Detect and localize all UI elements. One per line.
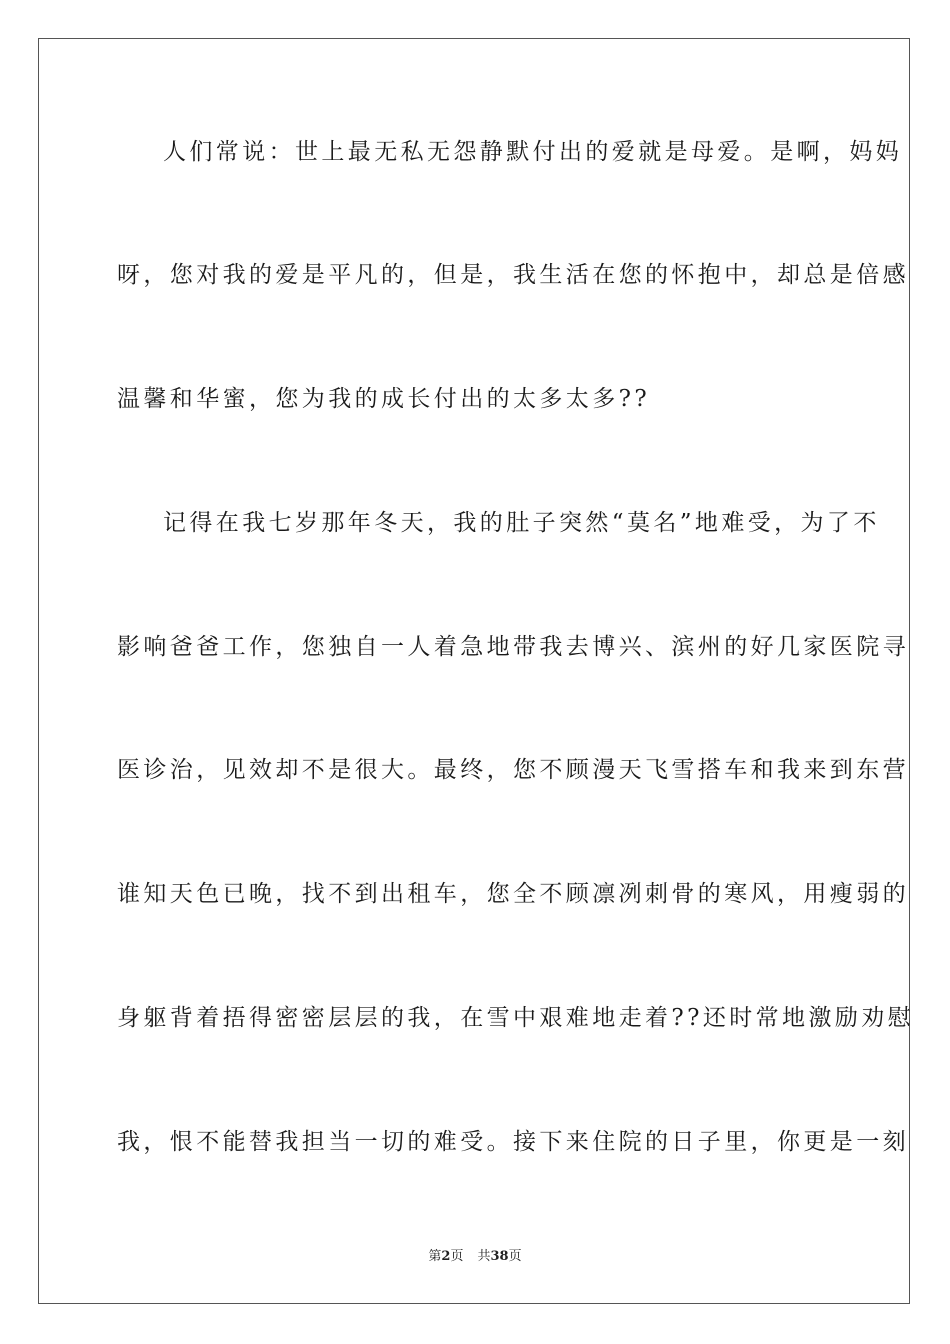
- total-prefix: 共: [477, 1249, 491, 1264]
- paragraph-2-line-6: 我，恨不能替我担当一切的难受。接下来住院的日子里，你更是一刻: [117, 1129, 909, 1155]
- total-pages: 38: [490, 1249, 509, 1264]
- paragraph-1-line-2: 呀，您对我的爱是平凡的，但是，我生活在您的怀抱中，却总是倍感: [117, 262, 909, 288]
- paragraph-2-line-1: 记得在我七岁那年冬天，我的肚子突然“莫名”地难受，为了不: [163, 510, 880, 536]
- page-border: [38, 38, 915, 1304]
- paragraph-2-line-5: 身躯背着捂得密密层层的我，在雪中艰难地走着??还时常地激励劝慰: [117, 1005, 915, 1031]
- paragraph-1-line-1: 人们常说：世上最无私无怨静默付出的爱就是母爱。是啊，妈妈: [163, 139, 903, 165]
- page-number: 2: [441, 1249, 451, 1264]
- paragraph-2-line-2: 影响爸爸工作，您独自一人着急地带我去博兴、滨州的好几家医院寻: [117, 634, 909, 660]
- paragraph-1-line-3: 温馨和华蜜，您为我的成长付出的太多太多??: [117, 386, 651, 412]
- page-footer: [0, 1248, 950, 1266]
- paragraph-2-line-4: 谁知天色已晚，找不到出租车，您全不顾凛冽刺骨的寒风，用瘦弱的: [117, 881, 909, 907]
- page-suffix: 页: [450, 1249, 464, 1264]
- page-prefix: 第: [428, 1249, 442, 1264]
- paragraph-2-line-3: 医诊治，见效却不是很大。最终，您不顾漫天飞雪搭车和我来到东营: [117, 757, 909, 783]
- total-suffix: 页: [508, 1249, 522, 1264]
